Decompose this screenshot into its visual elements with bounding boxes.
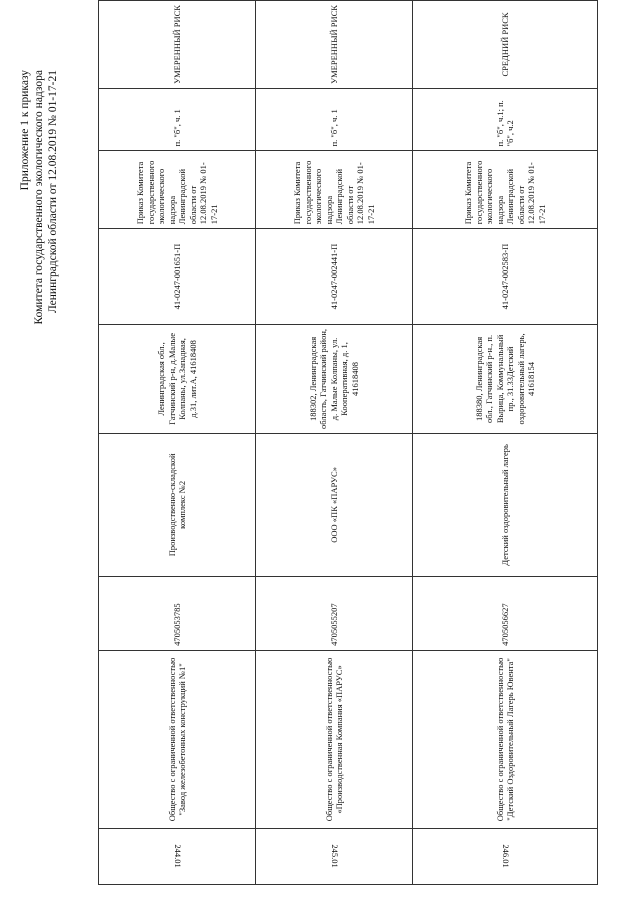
header-line-1: Приложение 1 к приказу	[19, 70, 31, 191]
header-line-2: Комитета государственного экологического надзора	[33, 70, 45, 325]
object-code: 41-0247-002583-П	[413, 229, 598, 325]
criteria-paragraph: п. "б", ч.1; п. "б", ч.2	[413, 88, 598, 150]
object-address: Ленинградская обл., Гатчинский р-н, д.Малые Колпаны, ул.Западная, д.31, лит.А, 41618408	[99, 324, 256, 433]
organization-name: Общество с ограниченной ответственностью «Производственная Компания «ПАРУС»	[256, 650, 413, 828]
order-reference: Приказ Комитета государственного экологического надзора Ленинградской области от 12.08.2019 № 01-17-21	[413, 151, 598, 229]
object-code: 41-0247-002441-П	[256, 229, 413, 325]
risk-category: СРЕДНИЙ РИСК	[413, 1, 598, 89]
criteria-paragraph: п. "б", ч. 1	[99, 88, 256, 150]
appendix-header	[18, 70, 60, 400]
object-code: 41-0247-001651-П	[99, 229, 256, 325]
object-name: ООО «ПК «ПАРУС»	[256, 434, 413, 577]
order-reference: Приказ Комитета государственного экологического надзора Ленинградской области от 12.08.2019 № 01-17-21	[99, 151, 256, 229]
order-reference: Приказ Комитета государственного экологического надзора Ленинградской области от 12.08.2019 № 01-17-21	[256, 151, 413, 229]
register-table	[98, 0, 598, 885]
risk-category: УМЕРЕННЫЙ РИСК	[99, 1, 256, 89]
risk-category: УМЕРЕННЫЙ РИСК	[256, 1, 413, 89]
organization-name: Общество с ограниченной ответственностью "Детский Оздоровительный Лагерь Ювента"	[413, 650, 598, 828]
inn-cell: 4705056627	[413, 576, 598, 650]
object-address: 188380, Ленинградская обл., Гатчинский р-н., п. Вырица, Коммунальный пр., 31.33Детский оздоровительный лагерь, 41618154	[413, 324, 598, 433]
row-number: 245.01	[256, 829, 413, 885]
object-address: 188302, Ленинградская область, Гатчинский район, д. Малые Колпаны, ул. Кооперативная, д. 1, 41618408	[256, 324, 413, 433]
inn-cell: 4705055207	[256, 576, 413, 650]
organization-name: Общество с ограниченной ответственностью "Завод железобетонных конструкций №1"	[99, 650, 256, 828]
criteria-paragraph: п. "б", ч. 1	[256, 88, 413, 150]
table-row	[256, 1, 413, 885]
object-name: Производственно-складской комплекс №2	[99, 434, 256, 577]
inn-cell: 4705053785	[99, 576, 256, 650]
object-name: Детский оздоровительный лагерь	[413, 434, 598, 577]
table-row	[99, 1, 256, 885]
row-number: 246.01	[413, 829, 598, 885]
row-number: 244.01	[99, 829, 256, 885]
table-row	[413, 1, 598, 885]
header-line-3: Ленинградской области от 12.08.2019 № 01-17-21	[47, 70, 59, 314]
